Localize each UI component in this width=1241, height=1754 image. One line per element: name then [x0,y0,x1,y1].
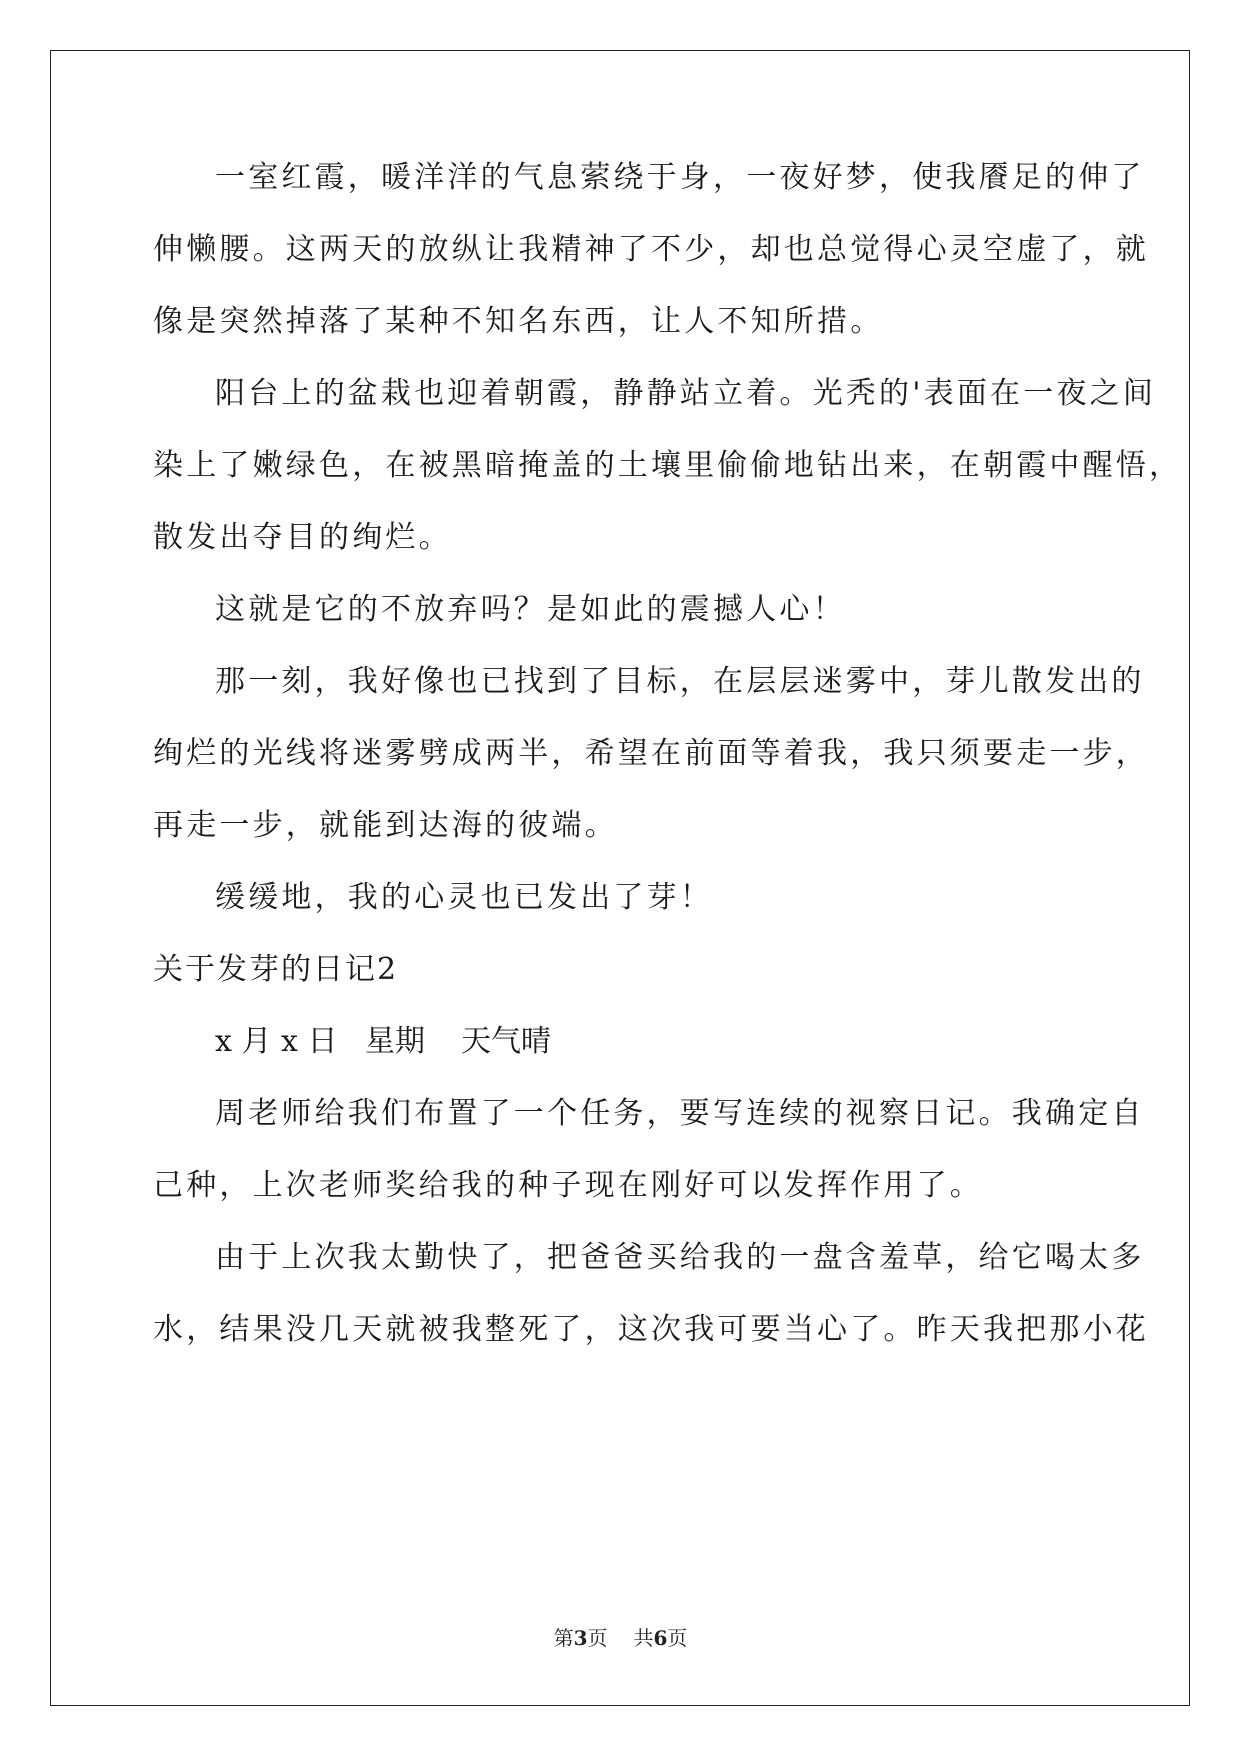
diary-weekday: 星期 [365,1024,425,1059]
paragraph-line: 那一刻，我好像也已找到了目标，在层层迷雾中，芽儿散发出的 [215,664,1145,699]
paragraph-line: 像是突然掉落了某种不知名东西，让人不知所措。 [153,304,884,339]
paragraph-line: 己种，上次老师奖给我的种子现在刚好可以发挥作用了。 [153,1168,983,1203]
paragraph-line: 由于上次我太勤快了，把爸爸买给我的一盘含羞草，给它喝太多 [215,1240,1145,1275]
paragraph-line: 再走一步，就能到达海的彼端。 [153,808,618,843]
section-heading: 关于发芽的日记2 [153,952,399,987]
page-footer [0,1626,1241,1650]
paragraph-line: 绚烂的光线将迷雾劈成两半，希望在前面等着我，我只须要走一步， [153,736,1149,771]
page-current: 3 [573,1626,588,1650]
paragraph-line: 染上了嫩绿色，在被黑暗掩盖的土壤里偷偷地钻出来，在朝霞中醒悟， [153,448,1183,483]
paragraph-line: 缓缓地，我的心灵也已发出了芽！ [215,880,713,915]
page-suffix: 页 [587,1626,608,1650]
paragraph-line: 散发出夺目的绚烂。 [153,520,452,555]
paragraph-line: 伸懒腰。这两天的放纵让我精神了不少，却也总觉得心灵空虚了，就 [153,232,1149,267]
diary-weather: 天气晴 [461,1024,551,1059]
page-total: 6 [653,1626,668,1650]
paragraph-line: 阳台上的盆栽也迎着朝霞，静静站立着。光秃的'表面在一夜之间 [215,376,1157,411]
paragraph-line: 周老师给我们布置了一个任务，要写连续的视察日记。我确定自 [215,1096,1145,1131]
paragraph-line: 一室红霞，暖洋洋的气息萦绕于身，一夜好梦，使我餍足的伸了 [215,160,1145,195]
page-prefix: 第 [553,1626,574,1650]
total-prefix: 共 [633,1626,654,1650]
paragraph-line: 水，结果没几天就被我整死了，这次我可要当心了。昨天我把那小花 [153,1312,1149,1347]
total-suffix: 页 [667,1626,688,1650]
diary-date: x 月 x 日 [215,1024,338,1059]
paragraph-line: 这就是它的不放弃吗？是如此的震撼人心！ [215,592,846,627]
